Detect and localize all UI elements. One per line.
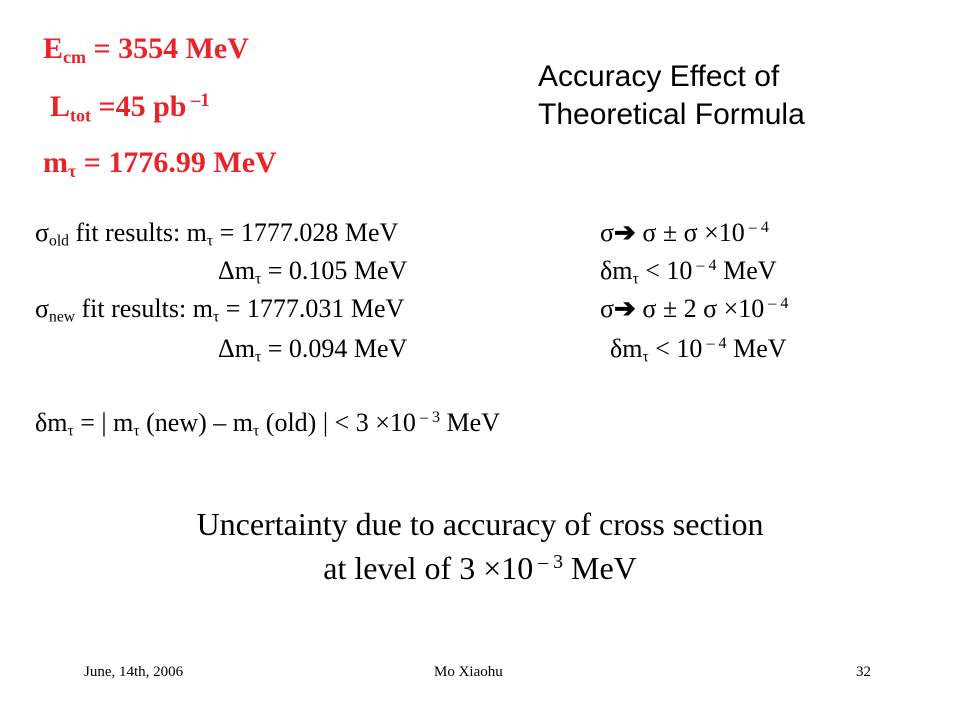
new-fit-line (35, 294, 404, 326)
tau-subscript: τ (254, 270, 262, 288)
new-sigma-expression: σ ± 2 σ ×10 (635, 294, 765, 323)
conclusion-line-2 (0, 550, 960, 587)
arrow-icon: ➔ (614, 218, 636, 247)
new-sigma-relation (600, 294, 788, 324)
delta-m-symbol: δm (610, 334, 643, 363)
mtau-param (43, 146, 277, 182)
old-fit-value: = 1777.028 MeV (213, 218, 399, 247)
ecm-param (43, 32, 249, 68)
ltot-superscript: –1 (186, 90, 210, 111)
ltot-value: =45 pb (91, 90, 187, 124)
diff-text-1: = | m (73, 408, 134, 437)
old-dm-bound (600, 256, 777, 288)
conclusion-line-1 (0, 506, 960, 543)
old-bound-value: < 10 (638, 256, 693, 285)
tau-subscript: τ (253, 422, 260, 440)
sigma-symbol: σ (600, 294, 615, 323)
new-dm-line (218, 334, 407, 366)
old-fit-label: fit results: m (68, 218, 207, 247)
ltot-param (50, 90, 210, 126)
sigma-symbol: σ (600, 218, 615, 247)
ecm-value: = 3554 MeV (86, 32, 249, 65)
new-sigma-exponent: – 4 (764, 295, 789, 313)
arrow-icon: ➔ (614, 294, 636, 323)
old-sigma-relation (600, 218, 769, 248)
ecm-symbol: E (43, 32, 64, 65)
ltot-symbol: L (50, 90, 71, 124)
new-bound-exponent: – 4 (702, 335, 727, 353)
new-subscript: new (49, 308, 75, 326)
title-line-1: Accuracy Effect of (538, 60, 780, 93)
delta-m-symbol: δm (35, 408, 68, 437)
mtau-subscript: τ (68, 161, 77, 182)
old-fit-line (35, 218, 398, 250)
slide-title (538, 58, 805, 134)
ecm-subscript: cm (63, 47, 86, 68)
conclusion-exponent: – 3 (533, 551, 563, 574)
old-sigma-exponent: – 4 (744, 219, 769, 237)
tau-subscript: τ (206, 232, 214, 250)
old-dm-value: = 0.105 MeV (261, 256, 408, 285)
conclusion-text-1: Uncertainty due to accuracy of cross section (196, 506, 764, 542)
old-dm-line (218, 256, 407, 288)
new-bound-value: < 10 (648, 334, 703, 363)
diff-text-2: (new) – m (139, 408, 253, 437)
tau-subscript: τ (632, 270, 639, 288)
delta-m-symbol: Δm (218, 256, 255, 285)
sigma-symbol: σ (35, 218, 50, 247)
tau-subscript: τ (67, 422, 74, 440)
delta-m-symbol: δm (600, 256, 633, 285)
tau-subscript: τ (133, 422, 140, 440)
new-bound-unit: MeV (726, 334, 787, 363)
conclusion-unit: MeV (562, 550, 637, 586)
new-dm-value: = 0.094 MeV (261, 334, 408, 363)
footer-author: Mo Xiaohu (434, 664, 503, 680)
sigma-symbol: σ (35, 294, 50, 323)
tau-subscript: τ (212, 308, 220, 326)
old-bound-exponent: – 4 (692, 257, 717, 275)
page-number: 32 (856, 664, 871, 680)
mtau-value: = 1776.99 MeV (76, 146, 277, 179)
mtau-symbol: m (43, 146, 68, 179)
new-fit-value: = 1777.031 MeV (219, 294, 405, 323)
diff-exponent: – 3 (415, 409, 441, 427)
mass-difference-line (35, 408, 500, 440)
tau-subscript: τ (254, 348, 262, 366)
old-bound-unit: MeV (716, 256, 777, 285)
delta-m-symbol: Δm (218, 334, 255, 363)
diff-text-3: (old) | < 3 ×10 (259, 408, 416, 437)
ltot-subscript: tot (70, 105, 92, 126)
old-sigma-expression: σ ± σ ×10 (635, 218, 745, 247)
tau-subscript: τ (642, 348, 649, 366)
conclusion-text-2: at level of 3 ×10 (323, 550, 534, 586)
footer-date: June, 14th, 2006 (84, 664, 184, 680)
old-subscript: old (49, 232, 69, 250)
title-line-2: Theoretical Formula (538, 98, 805, 131)
diff-unit: MeV (440, 408, 500, 437)
new-dm-bound (610, 334, 787, 366)
new-fit-label: fit results: m (75, 294, 213, 323)
